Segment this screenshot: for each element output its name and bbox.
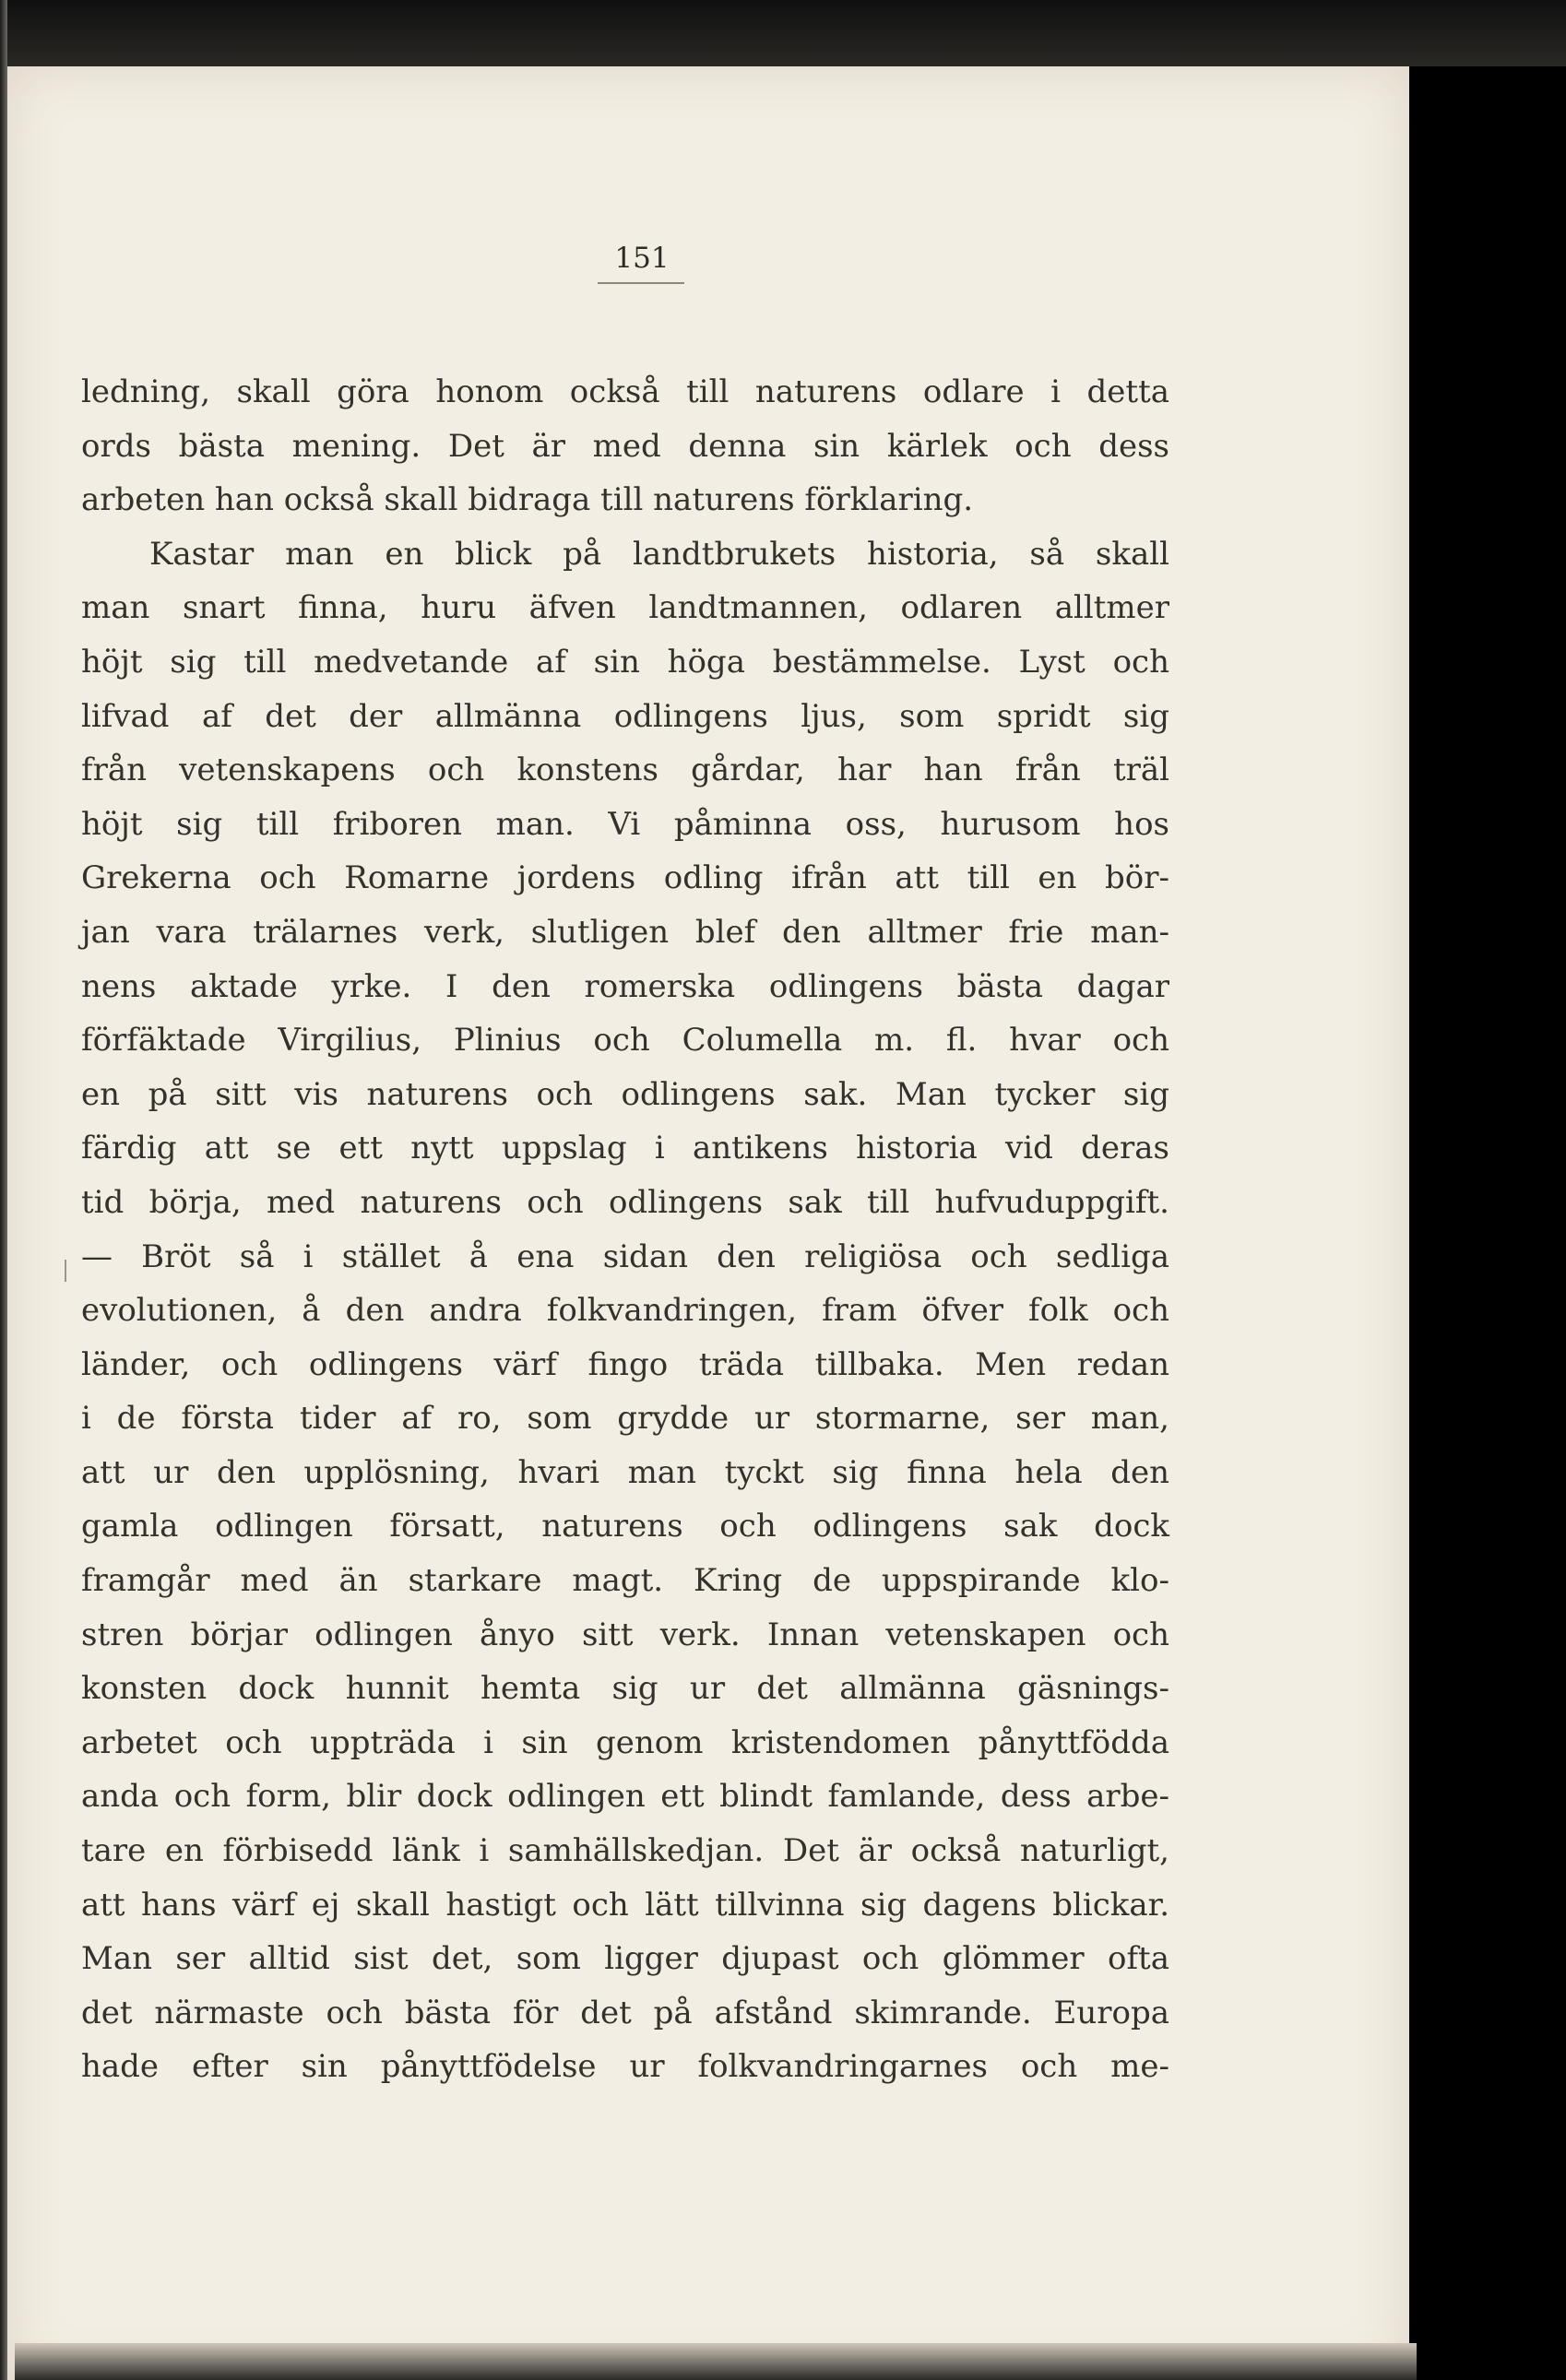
text-line: stren börjar odlingen ånyo sitt verk. Innan vetenskapen och [81, 1616, 1169, 1653]
text-line: framgår med än starkare magt. Kring de uppspirande klo- [81, 1562, 1169, 1600]
text-line: hade efter sin pånyttfödelse ur folkvandringarnes och me- [81, 2048, 1169, 2086]
text-line: ledning, skall göra honom också till naturens odlare i detta [81, 373, 1169, 410]
text-line: från vetenskapens och konstens gårdar, har han från träl [81, 752, 1169, 789]
text-line: att hans värf ej skall hastigt och lätt tillvinna sig dagens blickar. [81, 1886, 1169, 1924]
margin-mark [65, 1260, 66, 1282]
scan-left-edge [0, 0, 7, 2380]
text-line: tare en förbisedd länk i samhällskedjan. Det är också naturligt, [81, 1832, 1169, 1870]
text-line: Kastar man en blick på landtbrukets historia, så skall [149, 535, 1169, 573]
text-line: en på sitt vis naturens och odlingens sak. Man tycker sig [81, 1075, 1169, 1113]
scan-top-edge [0, 0, 1566, 66]
text-line: Grekerna och Romarne jordens odling ifrån att till en bör- [81, 859, 1169, 897]
book-page [7, 66, 1409, 2380]
body-text [81, 365, 1169, 2094]
scan-bottom-edge [15, 2343, 1417, 2380]
text-line: att ur den upplösning, hvari man tyckt sig finna hela den [81, 1453, 1169, 1491]
text-line: i de första tider af ro, som grydde ur stormarne, ser man, [81, 1400, 1169, 1438]
text-line: konsten dock hunnit hemta sig ur det allmänna gäsnings- [81, 1670, 1169, 1708]
text-line: evolutionen, å den andra folkvandringen, fram öfver folk och [81, 1292, 1169, 1330]
text-line: Man ser alltid sist det, som ligger djupast och glömmer ofta [81, 1940, 1169, 1978]
text-line: anda och form, blir dock odlingen ett blindt famlande, dess arbe- [81, 1778, 1169, 1816]
text-line: tid börja, med naturens och odlingens sak till hufvuduppgift. [81, 1183, 1169, 1221]
text-line: lifvad af det der allmänna odlingens ljus, som spridt sig [81, 697, 1169, 735]
text-line: förfäktade Virgilius, Plinius och Columella m. fl. hvar och [81, 1022, 1169, 1060]
text-line: man snart finna, huru äfven landtmannen, odlaren alltmer [81, 589, 1169, 627]
text-line: gamla odlingen försatt, naturens och odlingens sak dock [81, 1508, 1169, 1545]
text-line: färdig att se ett nytt uppslag i antikens historia vid deras [81, 1130, 1169, 1167]
text-line: länder, och odlingens värf fingo träda tillbaka. Men redan [81, 1345, 1169, 1383]
text-line: arbeten han också skall bidraga till naturens förklaring. [81, 481, 974, 519]
text-line: höjt sig till friboren man. Vi påminna oss, hurusom hos [81, 805, 1169, 843]
text-line: det närmaste och bästa för det på afstånd skimrande. Europa [81, 1994, 1169, 2031]
text-line: höjt sig till medvetande af sin höga bestämmelse. Lyst och [81, 643, 1169, 681]
text-line: ords bästa mening. Det är med denna sin kärlek och dess [81, 427, 1169, 465]
text-line: jan vara trälarnes verk, slutligen blef den alltmer frie man- [81, 913, 1169, 951]
text-line: — Bröt så i stället å ena sidan den religiösa och sedliga [81, 1237, 1169, 1275]
text-line: nens aktade yrke. I den romerska odlingens bästa dagar [81, 967, 1169, 1005]
page-number: 151 [614, 242, 670, 275]
text-line: arbetet och uppträda i sin genom kristendomen pånyttfödda [81, 1723, 1169, 1761]
page-number-rule [598, 282, 684, 284]
